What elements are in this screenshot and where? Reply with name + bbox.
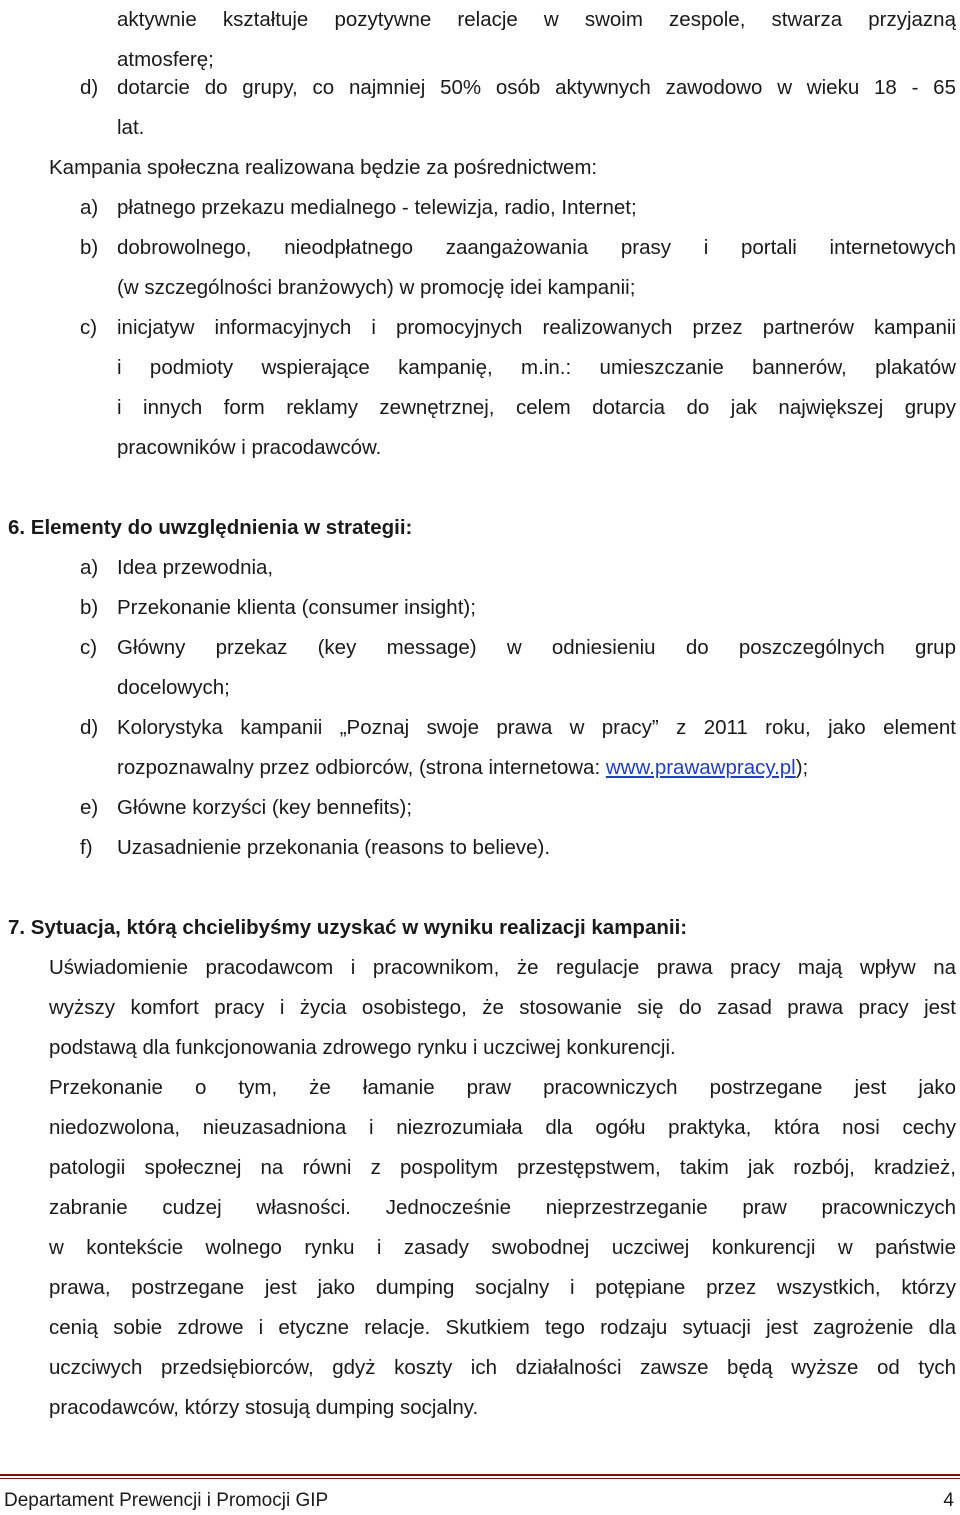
campaign-marker-b: b) [80, 236, 99, 259]
campaign-heading: Kampania społeczna realizowana będzie za pośrednictwem: [49, 156, 598, 179]
list-item-d-line1: dotarcie do grupy, co najmniej 50% osób aktywnych zawodowo w wieku 18 - 65 [117, 76, 956, 99]
section-6-marker-f: f) [80, 836, 93, 859]
footer-page-number: 4 [943, 1490, 954, 1511]
section-6-item-a: Idea przewodnia, [117, 556, 274, 579]
list-item-c-continuation-2: atmosferę; [117, 48, 214, 71]
campaign-item-b-line2: (w szczególności branżowych) w promocję idei kampanii; [117, 276, 636, 299]
section-6-marker-b: b) [80, 596, 99, 619]
campaign-marker-c: c) [80, 316, 98, 339]
section-7-p2-line8: uczciwych przedsiębiorców, gdyż koszty ich działalności zawsze będą wyższe od tych [49, 1356, 956, 1379]
section-7-p1-line2: wyższy komfort pracy i życia osobistego, że stosowanie się do zasad prawa pracy jest [49, 996, 956, 1019]
section-7-p2-line6: prawa, postrzegane jest jako dumping socjalny i potępiane przez wszystkich, którzy [49, 1276, 956, 1299]
campaign-item-a: płatnego przekazu medialnego - telewizja, radio, Internet; [117, 196, 637, 219]
list-item-d-line2: lat. [117, 116, 145, 139]
section-7-p2-line9: pracodawców, którzy stosują dumping socjalny. [49, 1396, 479, 1419]
footer-department: Departament Prewencji i Promocji GIP [4, 1490, 329, 1511]
section-6-marker-e: e) [80, 796, 99, 819]
campaign-item-c-line2: i podmioty wspierające kampanię, m.in.: umieszczanie bannerów, plakatów [117, 356, 956, 379]
section-6-item-b: Przekonanie klienta (consumer insight); [117, 596, 476, 619]
section-6-item-c-line1: Główny przekaz (key message) w odniesieniu do poszczególnych grup [117, 636, 956, 659]
list-marker-d: d) [80, 76, 99, 99]
section-6-heading: 6. Elementy do uwzględnienia w strategii: [8, 516, 413, 539]
prawawpracy-link[interactable]: www.prawawpracy.pl [605, 756, 796, 779]
section-7-p1-line3: podstawą dla funkcjonowania zdrowego rynku i uczciwej konkurencji. [49, 1036, 676, 1059]
section-7-p2-line7: cenią sobie zdrowe i etyczne relacje. Skutkiem tego rodzaju sytuacji jest zagrożenie dla [49, 1316, 956, 1339]
section-6-item-f: Uzasadnienie przekonania (reasons to believe). [117, 836, 551, 859]
section-6-marker-d: d) [80, 716, 99, 739]
campaign-item-c-line3: i innych form reklamy zewnętrznej, celem dotarcia do jak największej grupy [117, 396, 956, 419]
section-6-marker-c: c) [80, 636, 98, 659]
section-7-p2-line2: niedozwolona, nieuzasadniona i niezrozumiała dla ogółu praktyka, która nosi cechy [49, 1116, 956, 1139]
section-7-p2-line1: Przekonanie o tym, że łamanie praw pracowniczych postrzegane jest jako [49, 1076, 956, 1099]
list-item-c-continuation: aktywnie kształtuje pozytywne relacje w swoim zespole, stwarza przyjazną [117, 8, 956, 31]
section-7-p2-line4: zabranie cudzej własności. Jednocześnie nieprzestrzeganie praw pracowniczych [49, 1196, 956, 1219]
section-6-item-d-line1: Kolorystyka kampanii „Poznaj swoje prawa w pracy” z 2011 roku, jako element [117, 716, 956, 739]
campaign-item-c-line4: pracowników i pracodawców. [117, 436, 382, 459]
campaign-item-b-line1: dobrowolnego, nieodpłatnego zaangażowania prasy i portali internetowych [117, 236, 956, 259]
section-6-item-e: Główne korzyści (key bennefits); [117, 796, 413, 819]
footer-rule-thin [0, 1478, 960, 1479]
section-7-p1-line1: Uświadomienie pracodawcom i pracownikom, że regulacje prawa pracy mają wpływ na [49, 956, 956, 979]
section-6-item-d-line2 [117, 756, 808, 780]
campaign-item-c-line1: inicjatyw informacyjnych i promocyjnych realizowanych przez partnerów kampanii [117, 316, 956, 339]
section-7-p2-line3: patologii społecznej na równi z pospolitym przestępstwem, takim jak rozbój, kradzież, [49, 1156, 956, 1179]
section-7-heading: 7. Sytuacja, którą chcielibyśmy uzyskać w wyniku realizacji kampanii: [8, 916, 688, 939]
section-6-item-d-closing: ); [795, 756, 809, 779]
campaign-marker-a: a) [80, 196, 99, 219]
section-6-marker-a: a) [80, 556, 99, 579]
section-7-p2-line5: w kontekście wolnego rynku i zasady swobodnej uczciwej konkurencji w państwie [49, 1236, 956, 1259]
section-6-item-c-line2: docelowych; [117, 676, 230, 699]
footer-rule-thick [0, 1474, 960, 1476]
section-6-item-d-text: rozpoznawalny przez odbiorców, (strona internetowa: [117, 756, 606, 779]
